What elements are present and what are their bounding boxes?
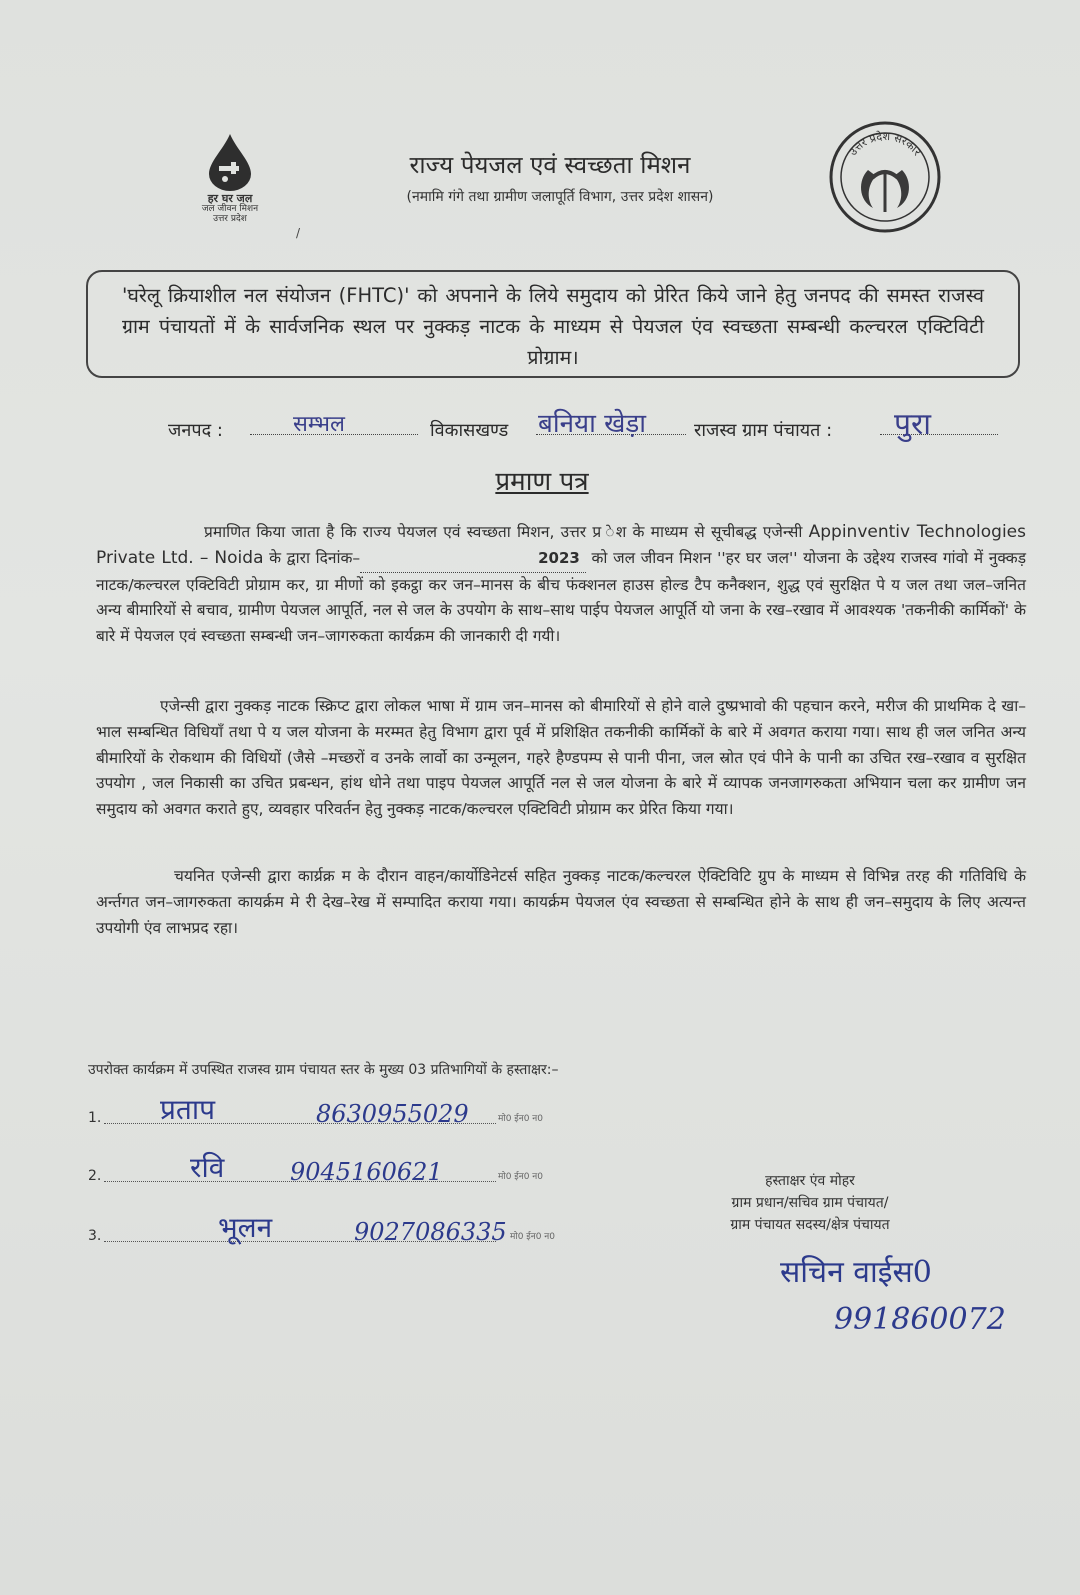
- water-drop-icon: [207, 132, 253, 192]
- participant-name: भूलन: [218, 1211, 273, 1244]
- participant-phone: 9045160621: [290, 1158, 443, 1186]
- logo-line-2: जल जीवन मिशन: [201, 204, 259, 214]
- participant-num: 3.: [88, 1228, 102, 1244]
- p1-text-b: के द्वारा दिनांक–: [269, 548, 361, 567]
- stray-mark: /: [296, 226, 301, 240]
- district-value: सम्भल: [293, 412, 345, 437]
- participant-row-3: [88, 1208, 608, 1248]
- signatory-phone: 991860072: [834, 1302, 1006, 1337]
- participant-row-1: [88, 1090, 608, 1130]
- seal-text: उत्तर प्रदेश सरकार: [846, 129, 924, 159]
- mission-title: राज्य पेयजल एवं स्वच्छता मिशन: [409, 151, 691, 179]
- participant-name: रवि: [190, 1151, 225, 1184]
- mobile-label: मो0 ईन0 न0: [510, 1232, 556, 1242]
- panchayat-value: पुरा: [894, 407, 932, 442]
- mission-subtitle: (नमामि गंगे तथा ग्रामीण जलापूर्ति विभाग, उत्तर प्रदेश शासन): [406, 189, 714, 205]
- signature-line-1: हस्ताक्षर एंव मोहर: [765, 1173, 855, 1189]
- up-government-seal: [828, 120, 942, 234]
- logo-line-3: उत्तर प्रदेश: [213, 214, 247, 224]
- agency-name: Appinventiv Technologies Private Ltd. – Noida: [96, 522, 1026, 568]
- subject-box: 'घरेलू क्रियाशील नल संयोजन (FHTC)' को अपनाने के लिये समुदाय को प्रेरित किये जाने हेतु जनपद की समस्त राजस्व ग्राम पंचायतों में के सार्वजनिक स्थल पर नुक्कड़ नाटक के माध्यम से पेयजल एंव स्वच्छता सम्बन्धी कल्चरल एक्टिविटी प्रोग्राम।: [86, 270, 1020, 378]
- participant-phone: 9027086335: [354, 1218, 507, 1246]
- paragraph-1: [96, 520, 1026, 650]
- block-value: बनिया खेड़ा: [538, 409, 647, 439]
- har-ghar-jal-logo: [185, 132, 275, 232]
- p1-text-c: को जल जीवन मिशन ''हर घर जल'' योजना के उद्देश्य राजस्व गांवो में नुक्कड़ नाटक/कल्चरल एक्टिविटी प्रोग्राम कर, ग्रा मीणों को इकट्ठा कर जन–मानस के बीच फंक्शनल हाउस होल्ड टैप कनैक्शन, शुद्ध एवं सुरक्षित पे य जल तथा जल–जनित अन्य बीमारियों से बचाव, ग्रामीण पेयजल आपूर्ति, नल से जल के उपयोग के साथ–साथ पाईप पेयजल आपूर्ति यो जना के रख–रखाव में आवश्यक 'तकनीकी कार्मिकों' के बारे में पेयजल एवं स्वच्छता सम्बन्धी जन–जागरुकता कार्यक्रम की जानकारी दी गयी।: [96, 548, 1026, 646]
- program-date: 2023: [360, 546, 586, 573]
- participant-name: प्रताप: [160, 1093, 216, 1126]
- mobile-label: मो0 ईन0 न0: [498, 1172, 544, 1182]
- p1-text-a: प्रमाणित किया जाता है कि राज्य पेयजल एवं स्वच्छता मिशन, उत्तर प्र ेश के माध्यम से सूचीबद्ध एजेन्सी: [204, 523, 803, 541]
- participant-phone: 8630955029: [316, 1100, 469, 1128]
- logo-line-1: हर घर जल: [207, 192, 253, 205]
- district-label: जनपद :: [168, 420, 223, 441]
- signature-block: [680, 1170, 940, 1236]
- svg-text:उत्तर प्रदेश सरकार: [846, 130, 924, 159]
- mobile-label: मो0 ईन0 न0: [498, 1114, 544, 1124]
- participant-num: 1.: [88, 1110, 102, 1126]
- block-label: विकासखण्ड: [430, 420, 509, 441]
- participant-row-2: [88, 1148, 608, 1188]
- signatory-name: सचिन वाईस0: [780, 1255, 932, 1290]
- signature-line-3: ग्राम पंचायत सदस्य/क्षेत्र पंचायत: [730, 1217, 890, 1233]
- signature-line-2: ग्राम प्रधान/सचिव ग्राम पंचायत/: [731, 1195, 889, 1211]
- panchayat-label: राजस्व ग्राम पंचायत :: [694, 420, 833, 441]
- paragraph-3: चयनित एजेन्सी द्वारा कार्य्रक्र म के दौरान वाहन/कार्योडिनेटर्स सहित नुक्कड़ नाटक/कल्चरल ऐक्टिविटि ग्रुप के माध्यम से विभिन्न तरह की गतिविधि के अर्न्तगत जन–जागरुकता कायर्क्रम मे री देख–रेख में सम्पादित कराया गया। कायर्क्रम पेयजल एंव स्वच्छता से सम्बन्धित होने के साथ ही जन–समुदाय के लिए अत्यन्त उपयोगी एंव लाभप्रद रहा।: [96, 867, 1026, 937]
- certificate-title: प्रमाण पत्र: [495, 467, 589, 497]
- participant-num: 2.: [88, 1168, 102, 1184]
- participants-intro: उपरोक्त कार्यक्रम में उपस्थित राजस्व ग्राम पंचायत स्तर के मुख्य 03 प्रतिभागियों के हस्ताक्षर:–: [88, 1062, 559, 1078]
- location-fields: [168, 407, 1028, 450]
- paragraph-2: एजेन्सी द्वारा नुक्कड़ नाटक स्क्रिप्ट द्वारा लोकल भाषा में ग्राम जन–मानस को बीमारियों से होने वाले दुष्प्रभावो की पहचान करने, मरीज की प्राथमिक दे खा–भाल सम्बन्धित विधियाँ तथा पे य जल योजना के मरम्मत हेतु विभाग द्वारा पूर्व में प्रशिक्षित तकनीकी कार्मिकों के बारे में अवगत कराया गया। साथ ही जल जनित अन्य बीमारियों के रोकथाम की विधियों (जैसे –मच्छरों व उनके लार्वो का उन्मूलन, गहरे हैण्डपम्प से पानी पीना, जल स्रोत एवं पीने के पानी का उचित रख–रखाव व सुरक्षित उपयोग , जल निकासी का उचित प्रबन्धन, हांथ धोने तथा पाइप पेयजल आपूर्ति नल से जल योजना के बारे में व्यापक जनजागरुकता अभियान चला कर ग्रामीण जन समुदाय को अवगत कराते हुए, व्यवहार परिवर्तन हेतु नुक्कड़ नाटक/कल्चरल एक्टिविटी प्रोग्राम कर प्रेरित किया गया।: [96, 697, 1026, 819]
